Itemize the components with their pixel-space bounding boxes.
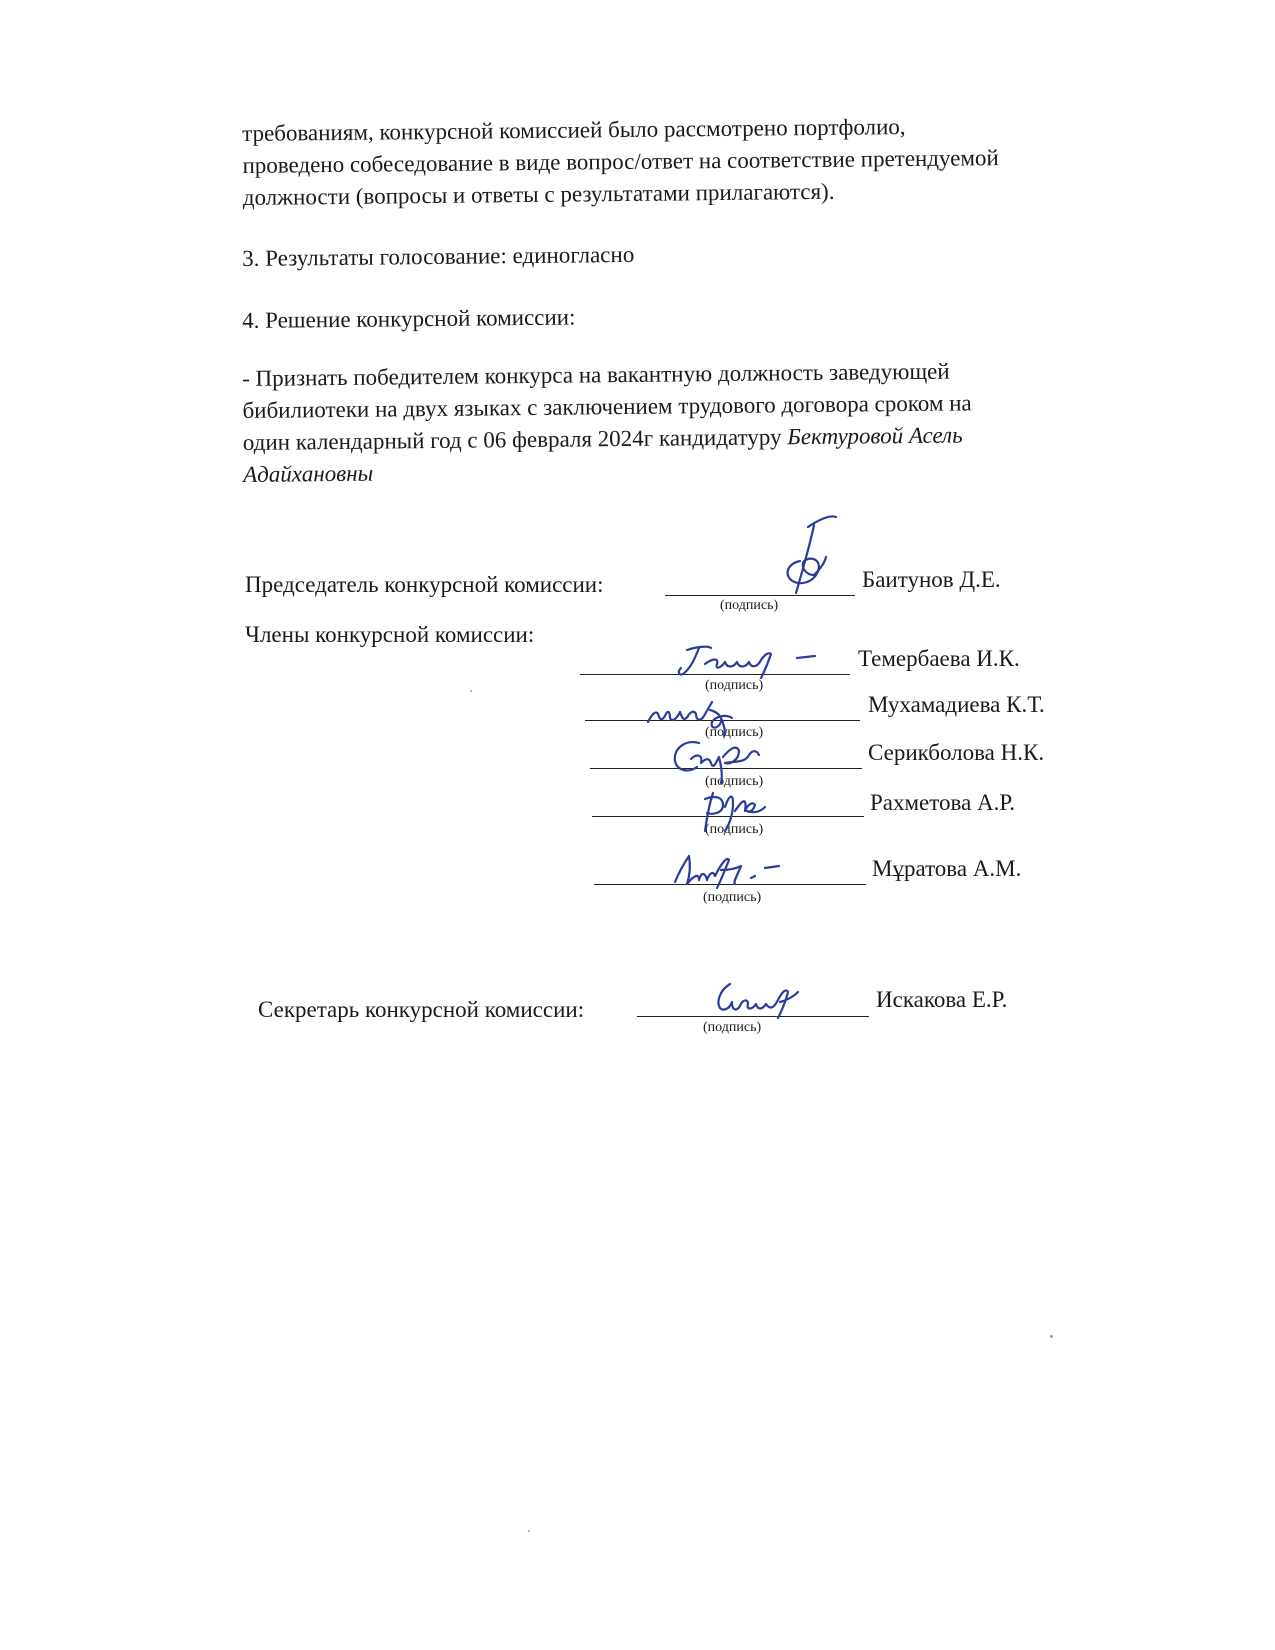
paragraph-line: бибилиотеки на двух языках с заключением трудового договора сроком на [242,390,972,423]
member-name: Мухамадиева К.Т. [868,692,1045,717]
member-signature-caption: (подпись) [705,822,764,837]
member-signature-caption: (подпись) [705,725,764,740]
members-role: Члены конкурсной комиссии: [245,622,535,647]
member-name: Рахметова А.Р. [870,790,1016,815]
candidate-patronymic: Адайхановны [243,460,374,487]
paragraph-line: - Признать победителем конкурса на вакантную должность заведующей [242,358,950,391]
member-signature [665,735,775,783]
chairman-signature-caption: (подпись) [720,598,779,613]
member-signature [640,692,750,737]
paragraph-line: один календарный год с 06 февраля 2024г кандидатуру [242,424,788,455]
secretary-role: Секретарь конкурсной комиссии: [258,997,585,1022]
member-signature [665,640,825,680]
scan-speck [528,1530,530,1532]
paragraph-decision-heading [242,296,1142,337]
member-signature-caption: (подпись) [705,774,764,789]
secretary-signature-caption: (подпись) [703,1020,762,1035]
scan-speck [470,690,472,692]
chairman-signature [770,505,860,605]
member-signature-caption: (подпись) [703,890,762,905]
member-signature [695,785,775,835]
member-signature-caption: (подпись) [705,678,764,693]
voting-results-text: 3. Результаты голосование: единогласно [242,241,635,271]
scan-speck [1050,1335,1053,1338]
paragraph-requirements [242,109,1143,214]
paragraph-line: должности (вопросы и ответы с результатами прилагаются). [242,178,835,210]
candidate-surname: Бектуровой Асель [787,422,963,450]
paragraph-line: требованиям, конкурсной комиссией было рассмотрено портфолио, [242,114,906,146]
paragraph-decision [242,354,1143,491]
decision-heading-text: 4. Решение конкурсной комиссии: [242,304,576,333]
member-name: Темербаева И.К. [858,646,1020,671]
chairman-name: Баитунов Д.Е. [862,567,1001,592]
paragraph-line: проведено собеседование в виде вопрос/ответ на соответствие претендуемой [242,145,999,178]
secretary-signature [708,978,808,1018]
member-name: Серикболова Н.К. [868,740,1045,765]
paragraph-voting-results [242,234,1142,275]
chairman-role: Председатель конкурсной комиссии: [245,572,604,597]
member-name: Мұратова А.М. [872,856,1022,881]
secretary-name: Искакова Е.Р. [876,987,1008,1012]
member-signature [665,848,790,890]
